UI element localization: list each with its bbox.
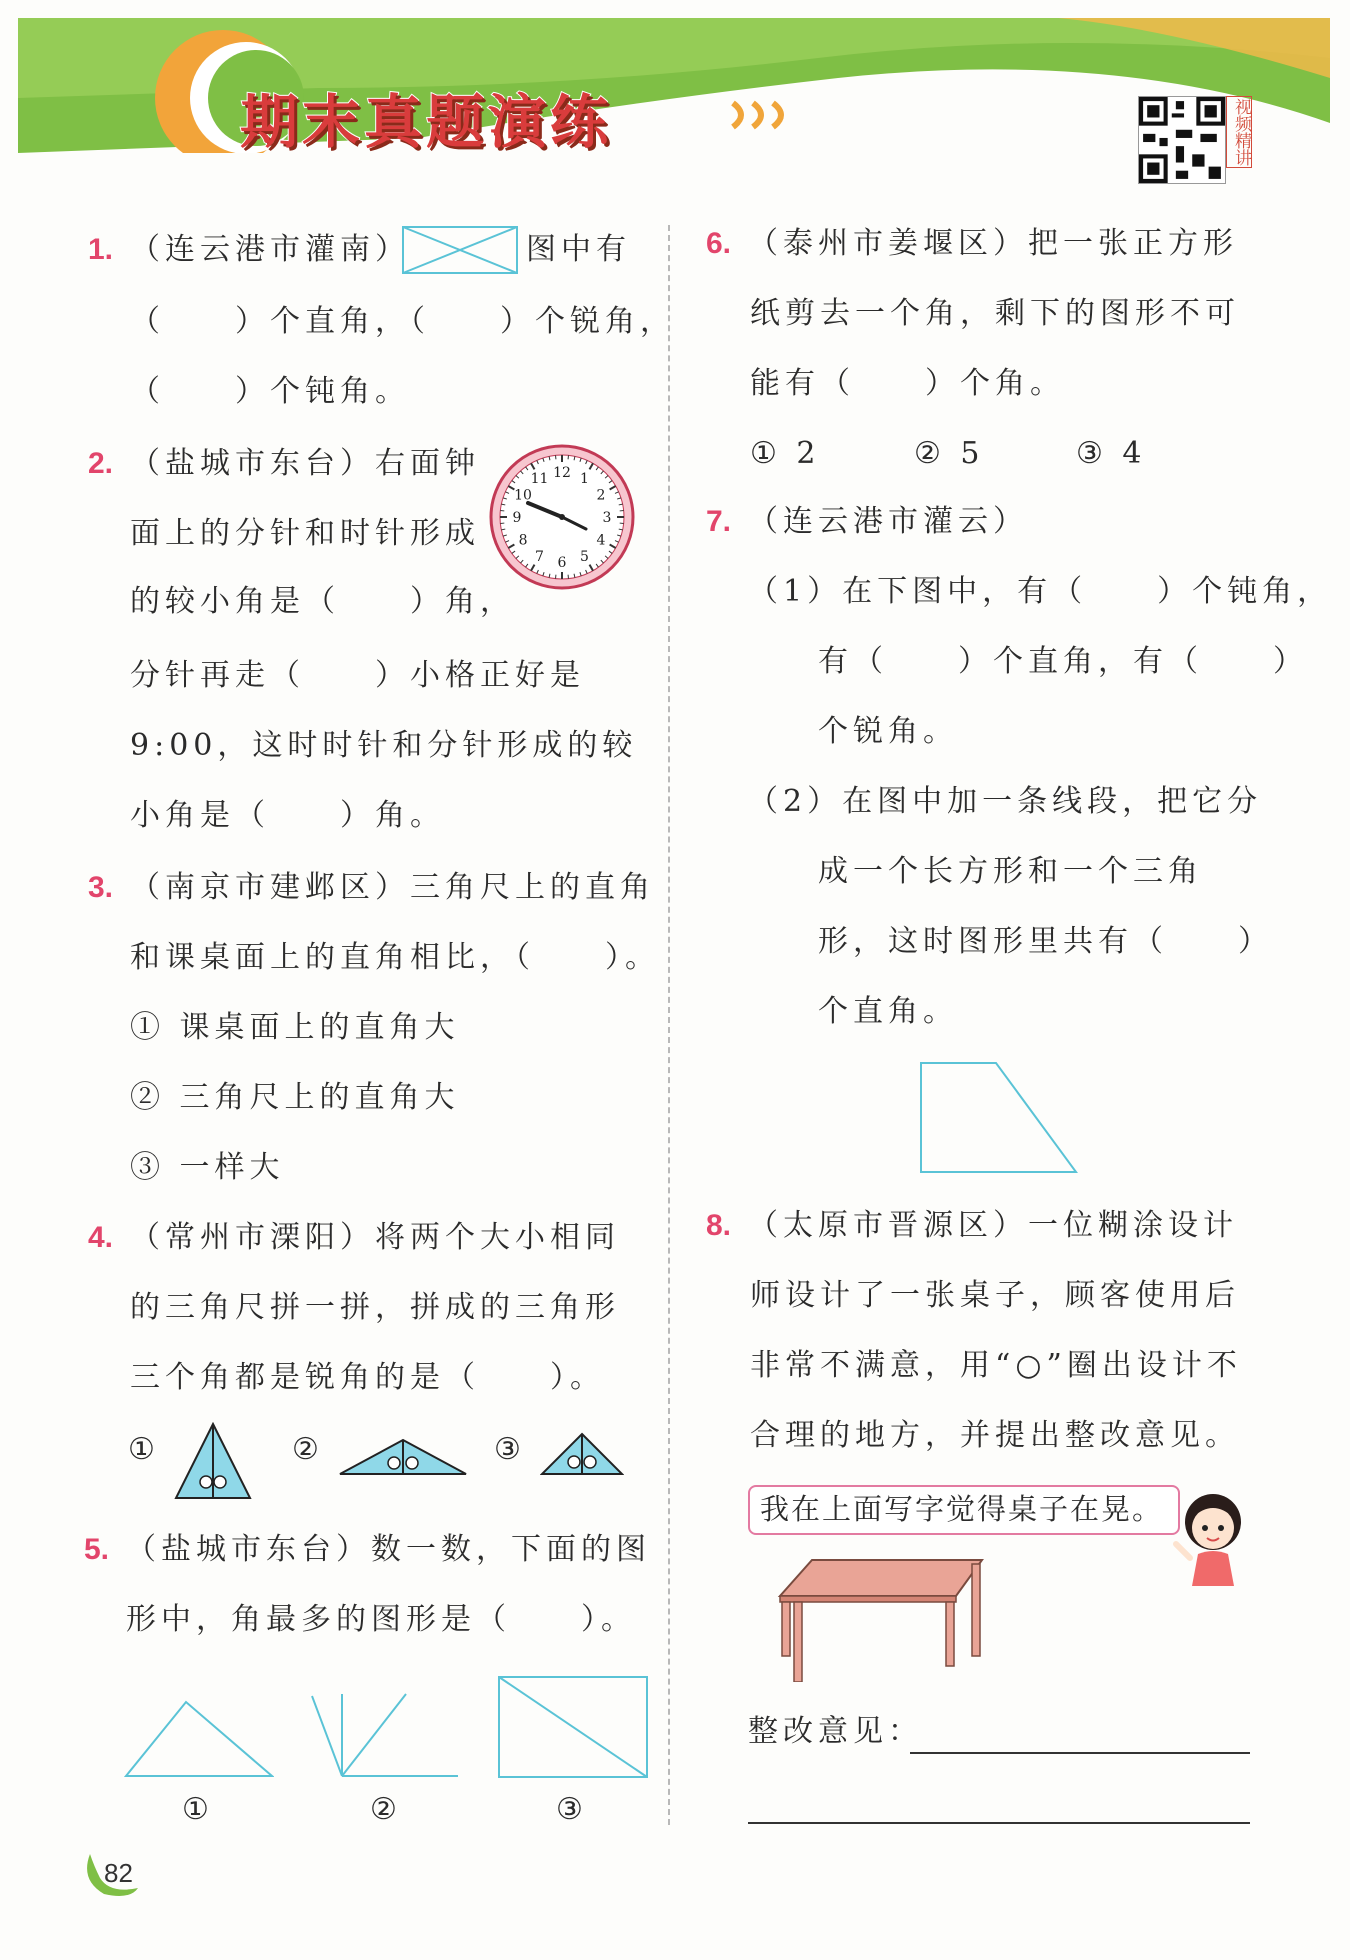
q4-option-label[interactable]: ② bbox=[292, 1432, 319, 1467]
q2-text: 小角是（ ）角。 bbox=[130, 798, 445, 833]
clock-numeral: 1 bbox=[580, 471, 589, 488]
q6-text: 纸剪去一个角，剩下的图形不可 bbox=[750, 296, 1240, 331]
q4-option2-triangles[interactable] bbox=[338, 1438, 468, 1476]
q3-option[interactable]: ② 三角尺上的直角大 bbox=[130, 1080, 460, 1115]
video-lecture-label: 视频精讲 bbox=[1226, 96, 1252, 168]
q7-part1: （1）在下图中，有（ ）个钝角， bbox=[748, 574, 1333, 609]
q7-source: （连云港市灌云） bbox=[748, 504, 1028, 539]
q3-text: 和课桌面上的直角相比，（ ）。 bbox=[130, 940, 660, 975]
clock-numeral: 9 bbox=[512, 510, 522, 526]
arrow-decoration-icon bbox=[725, 95, 805, 135]
q2-number: 2. bbox=[88, 447, 114, 480]
q8-text: （太原市晋源区）一位糊涂设计 bbox=[748, 1208, 1238, 1243]
q5-text: （盐城市东台）数一数，下面的图 bbox=[126, 1532, 651, 1567]
q4-option-label[interactable]: ① bbox=[128, 1432, 155, 1467]
q4-text: 三个角都是锐角的是（ ）。 bbox=[130, 1360, 605, 1395]
q2-text: 分针再走（ ）小格正好是 bbox=[130, 658, 585, 693]
q6-option[interactable]: ③ 4 bbox=[1076, 436, 1147, 471]
clock-numeral: 8 bbox=[518, 532, 528, 549]
clock-numeral: 4 bbox=[596, 532, 606, 549]
q2-text: （盐城市东台）右面钟 bbox=[130, 446, 480, 481]
q6-option[interactable]: ② 5 bbox=[914, 436, 985, 471]
q1-number: 1. bbox=[88, 233, 114, 266]
q4-option1-triangles[interactable] bbox=[174, 1422, 252, 1500]
girl-character-icon bbox=[1170, 1488, 1256, 1588]
q2-text: 9:00，这时时针和分针形成的较 bbox=[130, 728, 638, 763]
q7-part2: 形，这时图形里共有（ ） bbox=[818, 924, 1273, 959]
clock-numeral: 3 bbox=[602, 510, 612, 526]
clock-numeral: 2 bbox=[596, 487, 606, 504]
clock-numeral: 12 bbox=[553, 465, 571, 481]
answer-line-2[interactable] bbox=[748, 1822, 1250, 1824]
q8-number: 8. bbox=[706, 1209, 732, 1242]
q5-figure-label[interactable]: ② bbox=[370, 1792, 397, 1827]
clock-numeral: 5 bbox=[580, 548, 589, 565]
q8-text: 合理的地方，并提出整改意见。 bbox=[750, 1418, 1240, 1453]
clock-numeral: 10 bbox=[514, 487, 532, 504]
q4-option-label[interactable]: ③ bbox=[494, 1432, 521, 1467]
q8-text: 师设计了一张桌子，顾客使用后 bbox=[750, 1278, 1240, 1313]
q2-text: 面上的分针和时针形成 bbox=[130, 516, 480, 551]
q7-trapezoid-figure bbox=[918, 1060, 1080, 1176]
q3-option[interactable]: ③ 一样大 bbox=[130, 1150, 285, 1185]
clock-numeral: 7 bbox=[535, 548, 544, 565]
q8-text: 非常不满意，用“○”圈出设计不 bbox=[750, 1348, 1242, 1383]
clock-numeral: 6 bbox=[557, 555, 567, 571]
q1-rectangle-figure bbox=[402, 226, 518, 274]
q1-text: （ ）个钝角。 bbox=[130, 374, 410, 409]
page-title: 期末真题演练 bbox=[240, 88, 613, 156]
q7-part2: （2）在图中加一条线段，把它分 bbox=[748, 784, 1263, 819]
q7-part1: 有（ ）个直角，有（ ） bbox=[818, 644, 1308, 679]
q7-part2: 成一个长方形和一个三角 bbox=[818, 854, 1203, 889]
q4-text: 的三角尺拼一拼，拼成的三角形 bbox=[130, 1290, 620, 1325]
q1-source: （连云港市灌南） bbox=[130, 232, 410, 267]
q7-part2: 个直角。 bbox=[818, 994, 958, 1029]
q5-figure-1-triangle bbox=[124, 1698, 274, 1778]
page-number: 82 bbox=[104, 1858, 133, 1888]
q7-part1: 个锐角。 bbox=[818, 714, 958, 749]
q5-figure-3-rectangle bbox=[498, 1676, 648, 1778]
q6-number: 6. bbox=[706, 227, 732, 260]
answer-line-1[interactable] bbox=[910, 1752, 1250, 1754]
clock-figure bbox=[488, 443, 636, 591]
q3-text: （南京市建邺区）三角尺上的直角 bbox=[130, 870, 655, 905]
q5-figure-label[interactable]: ① bbox=[182, 1792, 209, 1827]
header-banner bbox=[18, 18, 1330, 153]
q3-option[interactable]: ① 课桌面上的直角大 bbox=[130, 1010, 460, 1045]
q5-text: 形中，角最多的图形是（ ）。 bbox=[126, 1602, 636, 1637]
q4-text: （常州市溧阳）将两个大小相同 bbox=[130, 1220, 620, 1255]
q7-number: 7. bbox=[706, 505, 732, 538]
q5-number: 5. bbox=[84, 1533, 110, 1566]
q6-text: （泰州市姜堰区）把一张正方形 bbox=[748, 226, 1238, 261]
table-figure bbox=[776, 1556, 986, 1682]
qr-code-icon[interactable] bbox=[1138, 96, 1226, 184]
q1-text: 图中有 bbox=[526, 232, 631, 267]
q4-number: 4. bbox=[88, 1221, 114, 1254]
q5-figure-2-rays bbox=[310, 1692, 460, 1778]
column-divider bbox=[668, 225, 670, 1825]
speech-bubble: 我在上面写字觉得桌子在晃。 bbox=[748, 1485, 1180, 1535]
answer-label: 整改意见： bbox=[748, 1714, 923, 1749]
q2-text: 的较小角是（ ）角， bbox=[130, 584, 515, 619]
q6-option[interactable]: ① 2 bbox=[750, 436, 821, 471]
q5-figure-label[interactable]: ③ bbox=[556, 1792, 583, 1827]
clock-numeral: 11 bbox=[530, 471, 549, 488]
q3-number: 3. bbox=[88, 871, 114, 904]
q6-text: 能有（ ）个角。 bbox=[750, 366, 1065, 401]
q4-option3-triangles[interactable] bbox=[540, 1432, 624, 1476]
q1-text: （ ）个直角，（ ）个锐角， bbox=[130, 304, 675, 339]
